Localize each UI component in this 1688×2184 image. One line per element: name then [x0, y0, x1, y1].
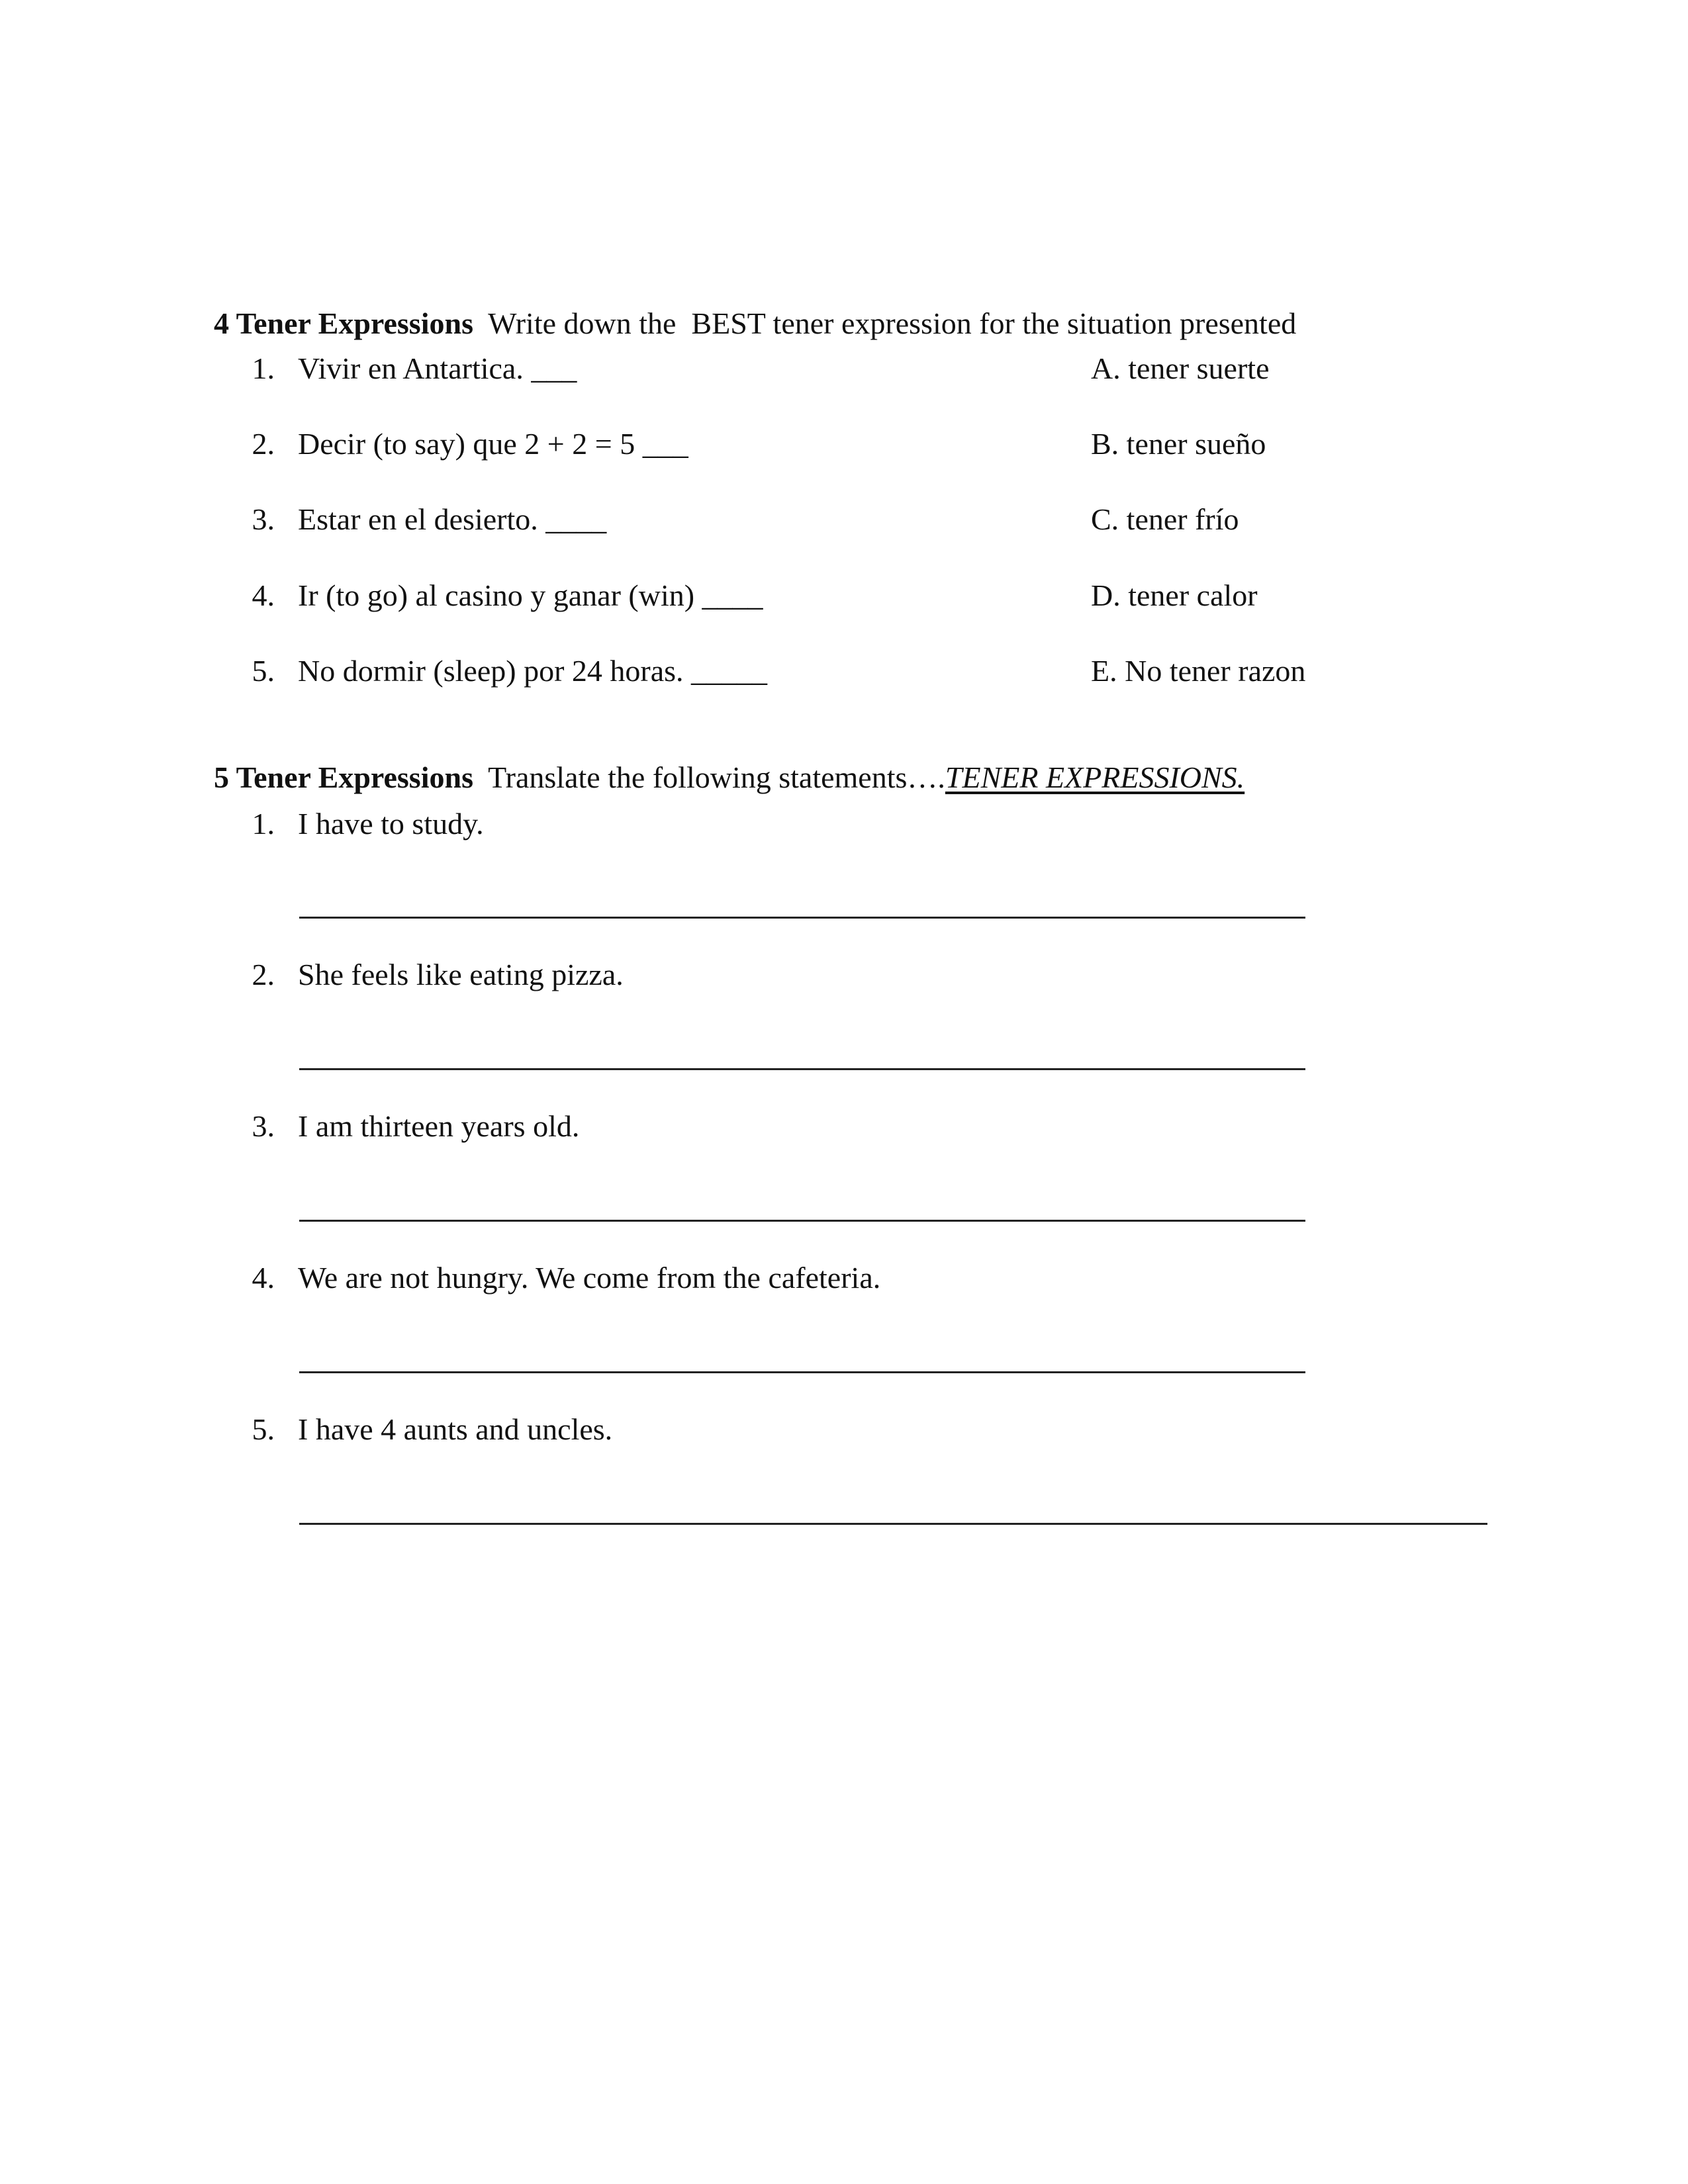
section5-item-3-number: 3.: [252, 1109, 275, 1143]
section5-item-4-text: We are not hungry. We come from the cafeteria.: [298, 1261, 881, 1295]
section4-item-4-text: Ir (to go) al casino y ganar (win) ____: [298, 578, 763, 612]
section4-item-4-number: 4.: [252, 578, 275, 612]
section5-title: 5 Tener Expressions: [214, 760, 473, 794]
section4-item-3-text: Estar en el desierto. ____: [298, 502, 607, 536]
section4-option-b: B. tener sueño: [1091, 427, 1266, 461]
section5-item-3-text: I am thirteen years old.: [298, 1109, 580, 1143]
section5-item-2-text: She feels like eating pizza.: [298, 958, 624, 991]
answer-line-5[interactable]: [299, 1523, 1487, 1525]
section5-heading: [199, 732, 1244, 793]
section4-heading: [199, 278, 1296, 339]
answer-line-3[interactable]: [299, 1220, 1305, 1222]
section4-option-e: E. No tener razon: [1091, 654, 1306, 688]
section4-instructions: Write down the BEST tener expression for the situation presented: [488, 306, 1297, 340]
answer-line-2[interactable]: [299, 1068, 1305, 1070]
section4-item-5-text: No dormir (sleep) por 24 horas. _____: [298, 654, 768, 688]
section5-item-2-number: 2.: [252, 958, 275, 991]
section4-option-a: A. tener suerte: [1091, 351, 1270, 385]
section4-item-2-text: Decir (to say) que 2 + 2 = 5 ___: [298, 427, 688, 461]
section5-item-4-number: 4.: [252, 1261, 275, 1295]
section4-item-1-number: 1.: [252, 351, 275, 385]
section4-title: 4 Tener Expressions: [214, 306, 473, 340]
section5-item-1-text: I have to study.: [298, 807, 484, 841]
section5-item-1-number: 1.: [252, 807, 275, 841]
section5-item-5-text: I have 4 aunts and uncles.: [298, 1412, 613, 1446]
section4-option-d: D. tener calor: [1091, 578, 1258, 612]
section4-item-5-number: 5.: [252, 654, 275, 688]
section5-item-5-number: 5.: [252, 1412, 275, 1446]
answer-line-4[interactable]: [299, 1371, 1305, 1373]
section4-option-c: C. tener frío: [1091, 502, 1239, 536]
section5-emphasis: TENER EXPRESSIONS.: [945, 760, 1245, 794]
section5-instructions: Translate the following statements….: [488, 760, 945, 794]
section4-item-2-number: 2.: [252, 427, 275, 461]
section4-item-3-number: 3.: [252, 502, 275, 536]
section4-item-1-text: Vivir en Antartica. ___: [298, 351, 577, 385]
answer-line-1[interactable]: [299, 917, 1305, 919]
